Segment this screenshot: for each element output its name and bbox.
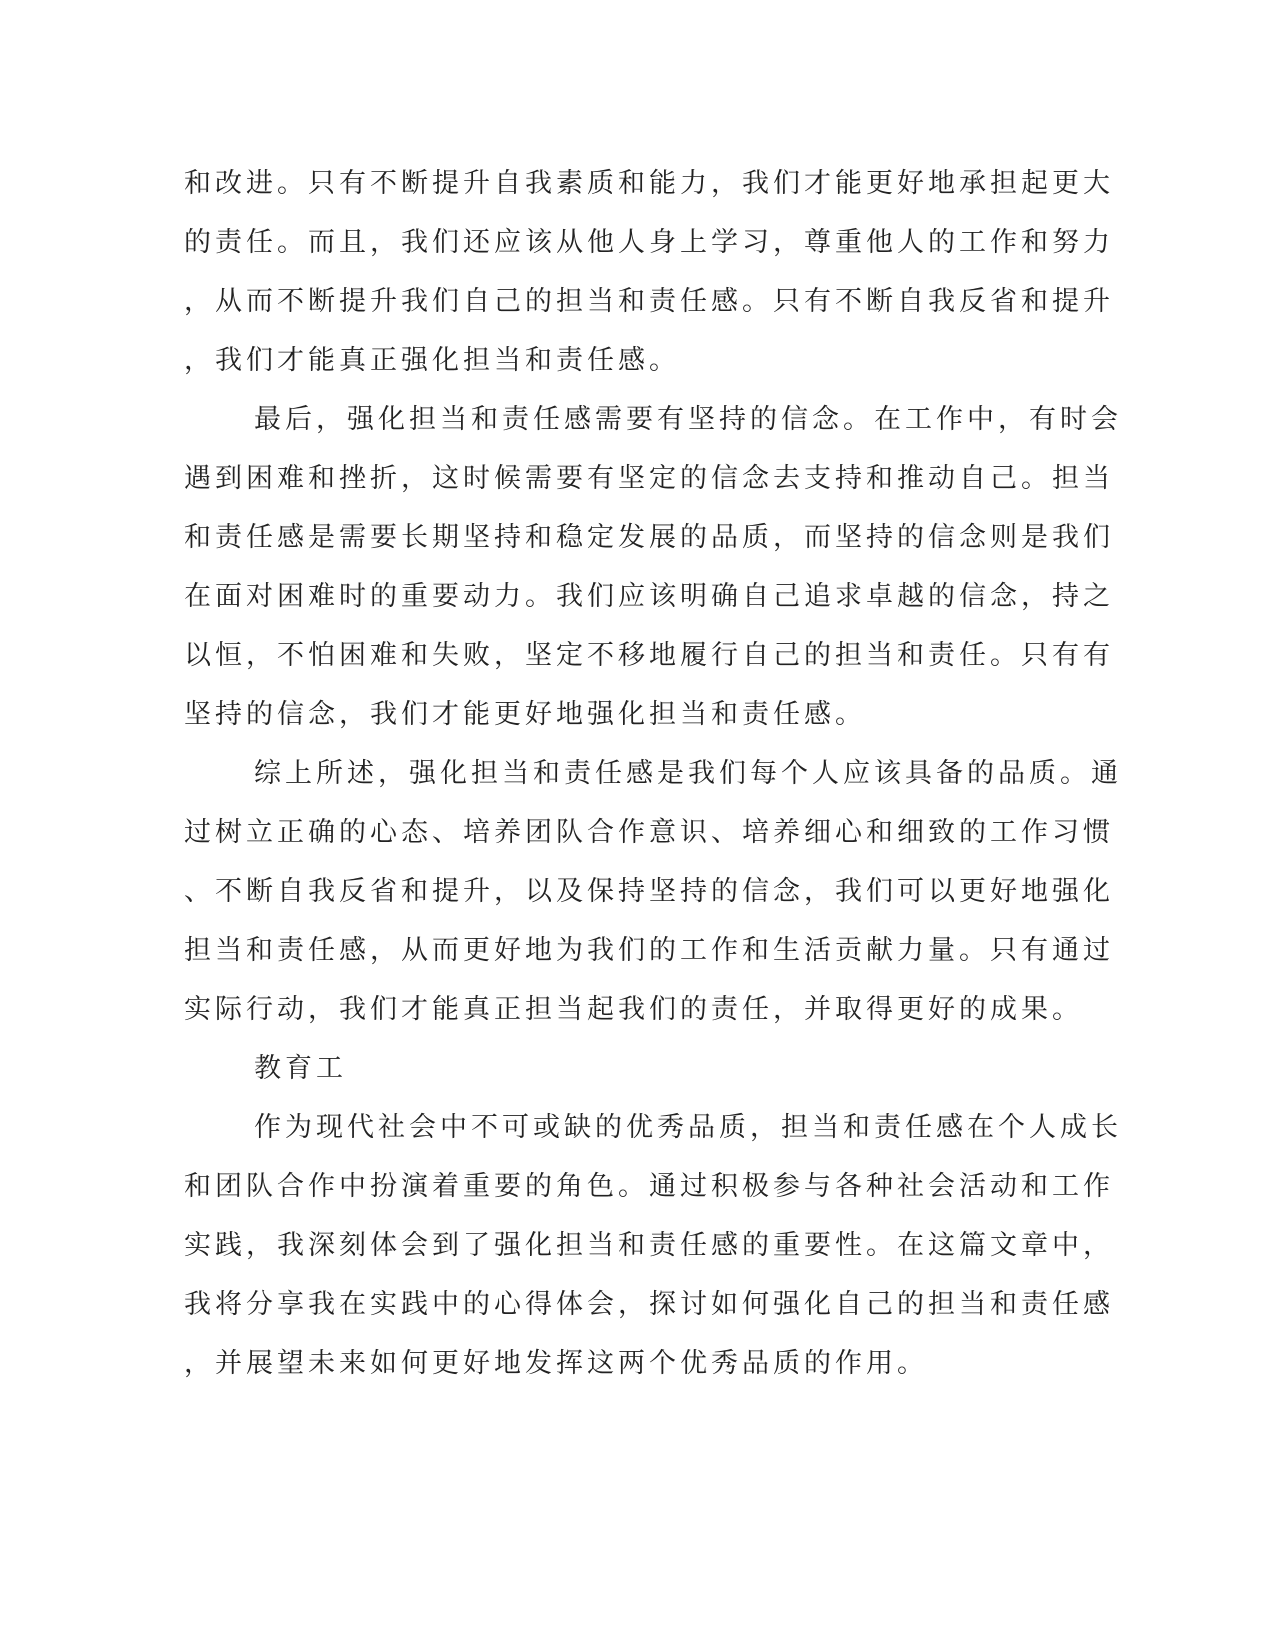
paragraph-belief (184, 390, 1122, 744)
text-line: 和改进。只有不断提升自我素质和能力，我们才能更好地承担起更大 (184, 168, 1114, 199)
text-line: 以恒，不怕困难和失败，坚定不移地履行自己的担当和责任。只有有 (184, 640, 1114, 671)
text-line: 、不断自我反省和提升，以及保持坚持的信念，我们可以更好地强化 (184, 876, 1114, 907)
paragraph-summary (184, 744, 1122, 1039)
paragraph-introduction (184, 1098, 1122, 1393)
text-line: ，并展望未来如何更好地发挥这两个优秀品质的作用。 (184, 1348, 928, 1379)
text-line: 实际行动，我们才能真正担当起我们的责任，并取得更好的成果。 (184, 994, 1083, 1025)
text-line: 最后，强化担当和责任感需要有坚持的信念。在工作中，有时会 (254, 404, 1122, 435)
text-line: ，从而不断提升我们自己的担当和责任感。只有不断自我反省和提升 (184, 286, 1114, 317)
text-line: 和责任感是需要长期坚持和稳定发展的品质，而坚持的信念则是我们 (184, 522, 1114, 553)
heading-line: 教育工 (254, 1053, 347, 1084)
document-body (184, 154, 1122, 1393)
text-line: 过树立正确的心态、培养团队合作意识、培养细心和细致的工作习惯 (184, 817, 1114, 848)
text-line: 实践，我深刻体会到了强化担当和责任感的重要性。在这篇文章中， (184, 1230, 1114, 1261)
text-line: 坚持的信念，我们才能更好地强化担当和责任感。 (184, 699, 866, 730)
text-line: 和团队合作中扮演着重要的角色。通过积极参与各种社会活动和工作 (184, 1171, 1114, 1202)
text-line: 综上所述，强化担当和责任感是我们每个人应该具备的品质。通 (254, 758, 1122, 789)
section-heading (184, 1039, 1064, 1098)
text-line: ，我们才能真正强化担当和责任感。 (184, 345, 680, 376)
text-line: 的责任。而且，我们还应该从他人身上学习，尊重他人的工作和努力 (184, 227, 1114, 258)
text-line: 作为现代社会中不可或缺的优秀品质，担当和责任感在个人成长 (254, 1112, 1122, 1143)
text-line: 担当和责任感，从而更好地为我们的工作和生活贡献力量。只有通过 (184, 935, 1114, 966)
text-line: 在面对困难时的重要动力。我们应该明确自己追求卓越的信念，持之 (184, 581, 1114, 612)
text-line: 遇到困难和挫折，这时候需要有坚定的信念去支持和推动自己。担当 (184, 463, 1114, 494)
paragraph-continuation (184, 154, 1114, 390)
text-line: 我将分享我在实践中的心得体会，探讨如何强化自己的担当和责任感 (184, 1289, 1114, 1320)
